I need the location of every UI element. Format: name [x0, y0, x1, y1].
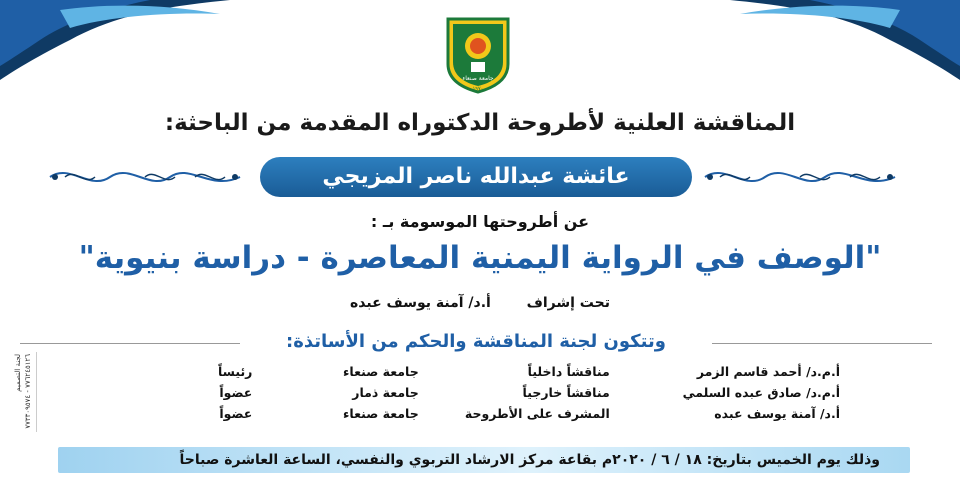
member-role: مناقشاً داخلياً	[527, 364, 610, 379]
member-name: أ.م.د/ أحمد قاسم الزمر	[696, 364, 840, 379]
top-left-swoosh	[0, 0, 230, 80]
committee-row	[140, 382, 840, 403]
supervision-line	[0, 295, 960, 311]
university-logo	[445, 16, 511, 94]
member-university: جامعة ذمار	[352, 385, 419, 400]
announcement-headline: المناقشة العلنية لأطروحة الدكتوراه المقدمة من الباحثة:	[164, 110, 796, 136]
design-credit-label: لجنة التصميم	[14, 354, 22, 392]
divider-right	[712, 343, 932, 344]
researcher-name: عائشة عبدالله ناصر المزيجي	[260, 157, 692, 197]
committee-table	[140, 361, 840, 424]
supervisor-name: أ.د/ آمنة يوسف عبده	[350, 295, 491, 311]
footer-date-venue: وذلك يوم الخميس بتاريخ: ١٨ / ٦ / ٢٠٢٠م بقاعة مركز الارشاد التربوي والنفسي، الساعة العاشرة صباحاً	[179, 452, 880, 468]
member-name: أ.م.د/ صادق عبده السلمي	[682, 385, 840, 400]
design-credit-strip	[12, 352, 37, 432]
committee-heading: وتتكون لجنة المناقشة والحكم من الأساتذة:	[286, 331, 666, 352]
member-name: أ.د/ آمنة يوسف عبده	[714, 406, 840, 421]
thesis-intro: عن أطروحتها الموسومة بـ :	[370, 212, 590, 231]
top-right-swoosh	[730, 0, 960, 80]
divider-left	[20, 343, 240, 344]
logo-year: ١٩٧٠	[472, 86, 484, 92]
member-role: المشرف على الأطروحة	[464, 406, 610, 421]
member-university: جامعة صنعاء	[343, 364, 419, 379]
logo-text: جامعة صنعاء	[462, 75, 494, 82]
left-ornament	[45, 160, 245, 194]
thesis-title: "الوصف في الرواية اليمنية المعاصرة - دراسة بنيوية"	[78, 240, 882, 276]
design-credit-phone: ٧٧٦٢٤٥١٢٦ - ٧٧٣٣٠٩٥٧٤	[24, 354, 32, 429]
member-status: عضواً	[219, 385, 253, 400]
member-role: مناقشاً خارجياً	[522, 385, 610, 400]
committee-row	[140, 361, 840, 382]
member-status: رئيساً	[217, 364, 253, 379]
supervision-label: تحت إشراف	[526, 295, 610, 311]
member-university: جامعة صنعاء	[343, 406, 419, 421]
committee-row	[140, 403, 840, 424]
member-status: عضواً	[219, 406, 253, 421]
right-ornament	[700, 160, 900, 194]
